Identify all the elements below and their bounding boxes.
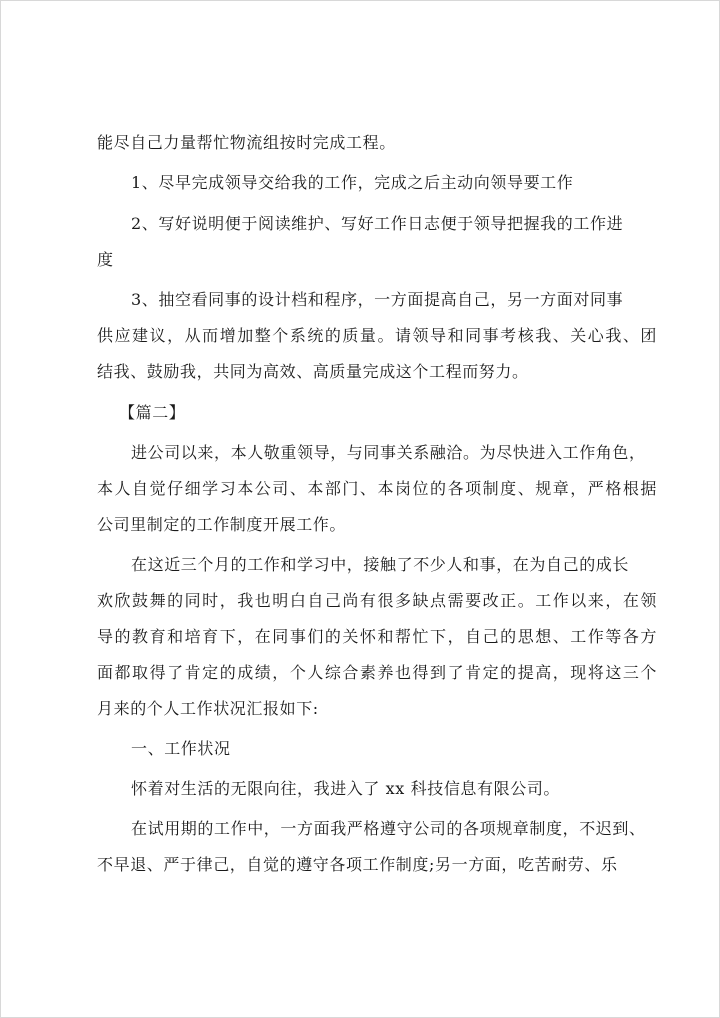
text-line: 面都取得了肯定的成绩，个人综合素养也得到了肯定的提高，现将这三个 (97, 663, 657, 682)
text-line: 不早退、严于律己，自觉的遵守各项工作制度;另一方面，吃苦耐劳、乐 (97, 855, 618, 874)
text-line: 公司里制定的工作制度开展工作。 (97, 515, 347, 534)
text-line: 1、尽早完成领导交给我的工作，完成之后主动向领导要工作 (131, 173, 574, 192)
text-line: 导的教育和培育下，在同事们的关怀和帮忙下，自己的思想、工作等各方 (97, 627, 657, 646)
text-line: 在这近三个月的工作和学习中，接触了不少人和事，在为自己的成长 (131, 555, 630, 574)
text-line: 进公司以来，本人敬重领导，与同事关系融洽。为尽快进入工作角色， (131, 443, 646, 462)
text-line: 月来的个人工作状况汇报如下: (97, 699, 319, 718)
text-line: 3、抽空看同事的设计档和程序，一方面提高自己，另一方面对同事 (131, 290, 624, 309)
section-heading: 一、工作状况 (131, 739, 231, 758)
text-line: 供应建议，从而增加整个系统的质量。请领导和同事考核我、关心我、团 (97, 326, 657, 345)
text-line: 本人自觉仔细学习本公司、本部门、本岗位的各项制度、规章，严格根据 (97, 479, 657, 498)
section-heading: 【篇二】 (119, 403, 186, 422)
text-line: 欢欣鼓舞的同时，我也明白自己尚有很多缺点需要改正。工作以来，在领 (97, 591, 657, 610)
text-line: 能尽自己力量帮忙物流组按时完成工程。 (97, 133, 396, 152)
text-line: 2、写好说明便于阅读维护、写好工作日志便于领导把握我的工作进 (131, 214, 624, 233)
text-line: 结我、鼓励我，共同为高效、高质量完成这个工程而努力。 (97, 362, 529, 381)
text-line: 在试用期的工作中，一方面我严格遵守公司的各项规章制度，不迟到、 (131, 819, 646, 838)
text-line: 怀着对生活的无限向往，我进入了 xx 科技信息有限公司。 (131, 779, 561, 798)
text-line: 度 (97, 250, 114, 269)
